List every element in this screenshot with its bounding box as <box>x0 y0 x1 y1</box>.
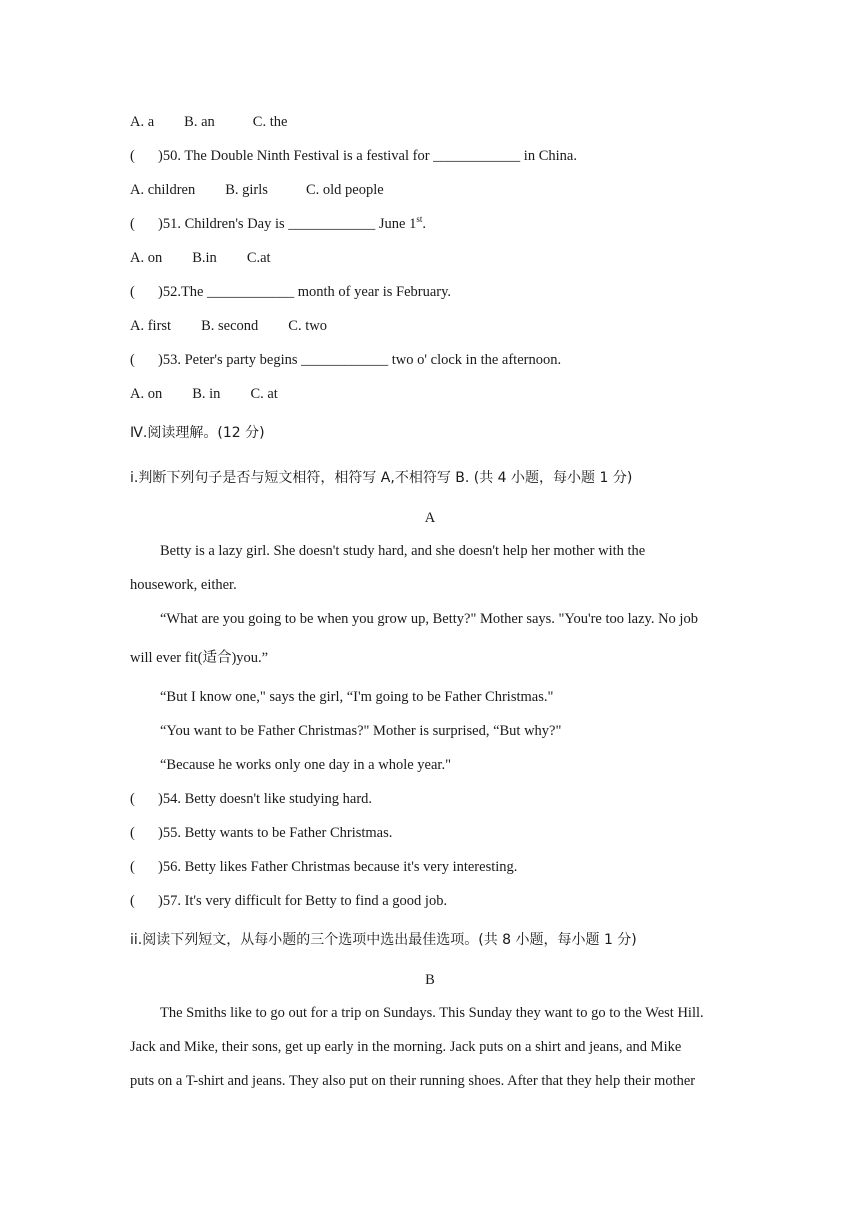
passage-b-label: B <box>425 972 435 988</box>
passage-a-line: Betty is a lazy girl. She doesn't study hard, and she doesn't help her mother with the <box>160 543 646 559</box>
q49-option-c: C. the <box>252 114 288 130</box>
question-52 <box>130 282 451 302</box>
passage-a-line: “You want to be Father Christmas?" Mother is surprised, “But why?" <box>160 723 562 739</box>
question-50 <box>130 146 577 166</box>
passage-a-line: “Because he works only one day in a whole year." <box>160 757 451 773</box>
answer-paren: ( <box>130 352 135 368</box>
passage-a-line: housework, either. <box>130 577 237 593</box>
question-53 <box>130 350 561 370</box>
question-51 <box>130 214 426 234</box>
passage-a-line: “What are you going to be when you grow up, Betty?" Mother says. "You're too lazy. No job <box>160 611 698 627</box>
question-text: )56. Betty likes Father Christmas because it's very interesting. <box>158 859 518 875</box>
question-57 <box>130 891 447 911</box>
q53-options <box>130 384 308 404</box>
answer-paren: ( <box>130 893 135 909</box>
section-4-title: Ⅳ.阅读理解。(12 分) <box>130 425 265 441</box>
q52-options <box>130 316 357 336</box>
ordinal-suffix: st <box>416 214 423 224</box>
answer-paren: ( <box>130 216 135 232</box>
passage-b-line: puts on a T-shirt and jeans. They also put on their running shoes. After that they help their mother <box>130 1073 696 1089</box>
answer-paren: ( <box>130 791 135 807</box>
q52-option-c: C. two <box>288 318 327 334</box>
passage-a-line: will ever fit(适合)you.” <box>130 650 269 666</box>
q52-option-b: B. second <box>201 318 259 334</box>
passage-a-label: A <box>424 510 436 526</box>
passage-b-line: The Smiths like to go out for a trip on Sundays. This Sunday they want to go to the West Hill. <box>160 1005 704 1021</box>
q50-option-a: A. children <box>130 182 196 198</box>
question-56 <box>130 857 517 877</box>
q51-option-b: B.in <box>192 250 217 266</box>
question-text-end: . <box>422 216 426 232</box>
q49-option-a: A. a <box>130 114 155 130</box>
answer-paren: ( <box>130 284 135 300</box>
q50-options <box>130 180 414 200</box>
answer-paren: ( <box>130 859 135 875</box>
question-text: )54. Betty doesn't like studying hard. <box>158 791 373 807</box>
question-text: )57. It's very difficult for Betty to find a good job. <box>158 893 448 909</box>
q51-option-a: A. on <box>130 250 163 266</box>
q53-option-a: A. on <box>130 386 163 402</box>
question-text: )53. Peter's party begins ____________ two o' clock in the afternoon. <box>158 352 562 368</box>
q53-option-b: B. in <box>192 386 221 402</box>
passage-a-line: “But I know one," says the girl, “I'm going to be Father Christmas." <box>160 689 554 705</box>
q51-options <box>130 248 301 268</box>
q52-option-a: A. first <box>130 318 172 334</box>
q53-option-c: C. at <box>250 386 278 402</box>
q49-option-b: B. an <box>184 114 215 130</box>
q49-options <box>130 112 317 132</box>
question-text: )50. The Double Ninth Festival is a festival for ____________ in China. <box>158 148 577 164</box>
q50-option-b: B. girls <box>225 182 268 198</box>
question-54 <box>130 789 372 809</box>
q50-option-c: C. old people <box>305 182 384 198</box>
answer-paren: ( <box>130 825 135 841</box>
passage-b-line: Jack and Mike, their sons, get up early in the morning. Jack puts on a shirt and jeans, and Mike <box>130 1039 682 1055</box>
question-text: )55. Betty wants to be Father Christmas. <box>158 825 393 841</box>
answer-paren: ( <box>130 148 135 164</box>
question-text: )52.The ____________ month of year is February. <box>158 284 452 300</box>
question-text: )51. Children's Day is ____________ June 1 <box>158 216 417 232</box>
part-ii-instruction: ii.阅读下列短文，从每小题的三个选项中选出最佳选项。(共 8 小题，每小题 1 分) <box>130 932 637 948</box>
q51-option-c: C.at <box>246 250 271 266</box>
part-i-instruction: i.判断下列句子是否与短文相符，相符写 A,不相符写 B. (共 4 小题，每小题 1 分) <box>130 470 633 486</box>
question-55 <box>130 823 392 843</box>
